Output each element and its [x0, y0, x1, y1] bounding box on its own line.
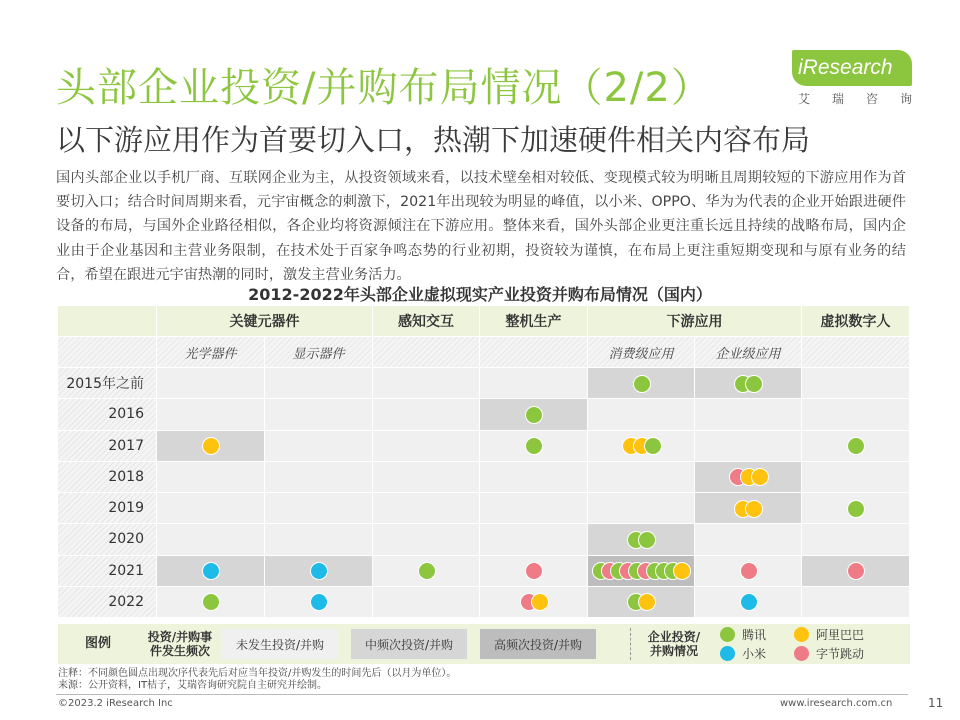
table-cell: [802, 399, 910, 430]
page-title: 头部企业投资/并购布局情况（2/2）: [56, 65, 712, 111]
legend-company-alibaba: 阿里巴巴: [816, 628, 865, 642]
year-label: 2019: [58, 493, 157, 524]
table-cell: [373, 462, 480, 493]
table-cell: [373, 399, 480, 430]
table-cell: [588, 399, 695, 430]
table-title: 2012-2022年头部企业虚拟现实产业投资并购布局情况（国内）: [248, 285, 712, 304]
alibaba-dot-icon: [751, 468, 769, 486]
corner-cell: [58, 306, 157, 337]
alibaba-dot-icon: [202, 437, 220, 455]
legend-company-label: 企业投资/并购情况: [647, 630, 701, 658]
category-sensing-interaction: 感知交互: [373, 306, 480, 337]
subcategory-display: 显示器件: [265, 337, 373, 368]
bytedance-dot-icon: [740, 562, 758, 580]
table-cell: [373, 587, 480, 618]
bytedance-dot-icon: [847, 562, 865, 580]
copyright: ©2023.2 iResearch Inc: [58, 698, 173, 709]
notes: [58, 668, 456, 692]
logo-char: 咨: [865, 92, 878, 106]
category-virtual-human: 虚拟数字人: [802, 306, 910, 337]
table-cell: [802, 587, 910, 618]
subcategory-enterprise: 企业级应用: [695, 337, 802, 368]
table-cell: [157, 368, 265, 399]
xiaomi-dot-icon: [740, 593, 758, 611]
table-cell: [373, 368, 480, 399]
year-label: 2016: [58, 399, 157, 430]
subcategory-consumer: 消费级应用: [588, 337, 695, 368]
table-cell: [373, 493, 480, 524]
footer-rule: [56, 694, 908, 695]
iresearch-logo: [792, 50, 917, 110]
year-label: 2022: [58, 587, 157, 618]
table-cell: [373, 524, 480, 555]
investment-table: [58, 306, 910, 618]
tencent-dot-icon: [633, 375, 651, 393]
xiaomi-dot-icon: [720, 646, 735, 661]
table-cell: [588, 493, 695, 524]
tencent-dot-icon: [644, 437, 662, 455]
table-cell: [265, 368, 373, 399]
xiaomi-dot-icon: [202, 562, 220, 580]
table-cell: [157, 524, 265, 555]
year-label: 2021: [58, 556, 157, 587]
table-cell: [480, 493, 588, 524]
subcategory-empty: [373, 337, 480, 368]
tencent-dot-icon: [638, 531, 656, 549]
legend-frequency-label: 投资/并购事件发生频次: [147, 630, 213, 658]
table-cell: [695, 431, 802, 462]
alibaba-dot-icon: [531, 593, 549, 611]
table-cell: [802, 524, 910, 555]
table-cell: [480, 462, 588, 493]
subcategory-optics: 光学器件: [157, 337, 265, 368]
table-cell: [802, 462, 910, 493]
table-cell: [695, 399, 802, 430]
intro-paragraph: 国内头部企业以手机厂商、互联网企业为主，从投资领域来看，以技术壁垒相对较低、变现模式较为明晰且周期较短的下游应用作为首要切入口；结合时间周期来看，元宇宙概念的刺激下，2021年出现较为明显的峰值，以小米、OPPO、华为为代表的企业开始跟进硬件设备的布局，与国外企业路径相似，各企业均将资源倾注在下游应用。整体来看，国外头部企业更注重长远且持续的战略布局，国内企业由于企业基因和主营业务限制，在技术处于百家争鸣态势的行业初期，投资较为谨慎，在布局上更注重短期变现和与原有业务的结合，希望在跟进元宇宙热潮的同时，激发主营业务活力。: [56, 170, 906, 283]
tencent-dot-icon: [418, 562, 436, 580]
legend-divider: [630, 628, 631, 660]
legend-level-none: 未发生投资/并购: [222, 629, 338, 659]
logo-subtitle: [798, 90, 912, 107]
tencent-dot-icon: [525, 406, 543, 424]
alibaba-dot-icon: [673, 562, 691, 580]
sub-corner-cell: [58, 337, 157, 368]
category-downstream-apps: 下游应用: [588, 306, 802, 337]
table-cell: [157, 493, 265, 524]
year-label: 2018: [58, 462, 157, 493]
year-label: 2015年之前: [58, 368, 157, 399]
table-cell: [157, 399, 265, 430]
subcategory-empty: [480, 337, 588, 368]
logo-badge: iResearch: [792, 50, 912, 86]
table-cell: [265, 462, 373, 493]
table-cell: [265, 493, 373, 524]
page-number: 11: [928, 696, 944, 710]
tencent-dot-icon: [745, 375, 763, 393]
legend-label: 图例: [84, 636, 111, 651]
alibaba-dot-icon: [794, 627, 809, 642]
table-cell: [480, 368, 588, 399]
bytedance-dot-icon: [794, 646, 809, 661]
source-text: 来源：公开资料，IT桔子，艾瑞咨询研究院自主研究并绘制。: [58, 680, 328, 691]
table-cell: [157, 462, 265, 493]
table-cell: [373, 431, 480, 462]
tencent-dot-icon: [720, 627, 735, 642]
table-cell: [480, 524, 588, 555]
table-cell: [265, 431, 373, 462]
legend: [58, 624, 910, 664]
subcategory-empty: [802, 337, 910, 368]
xiaomi-dot-icon: [310, 562, 328, 580]
legend-level-mid: 中频次投资/并购: [351, 629, 467, 659]
tencent-dot-icon: [847, 437, 865, 455]
tencent-dot-icon: [847, 500, 865, 518]
legend-company-xiaomi: 小米: [742, 647, 767, 661]
bytedance-dot-icon: [525, 562, 543, 580]
year-label: 2017: [58, 431, 157, 462]
year-label: 2020: [58, 524, 157, 555]
table-cell: [588, 462, 695, 493]
tencent-dot-icon: [525, 437, 543, 455]
table-cell: [265, 399, 373, 430]
logo-char: 艾: [798, 92, 811, 106]
page-subtitle: 以下游应用作为首要切入口，热潮下加速硬件相关内容布局: [56, 123, 811, 157]
table-cell: [265, 524, 373, 555]
category-key-components: 关键元器件: [157, 306, 373, 337]
legend-level-high: 高频次投资/并购: [480, 629, 596, 659]
logo-char: 瑞: [831, 92, 844, 106]
table-cell: [802, 368, 910, 399]
logo-char: 询: [899, 92, 912, 106]
table-cell: [695, 524, 802, 555]
category-device-production: 整机生产: [480, 306, 588, 337]
note-text: 注释：不同颜色圆点出现次序代表先后对应当年投资/并购发生的时间先后（以月为单位）。: [58, 668, 457, 679]
alibaba-dot-icon: [745, 500, 763, 518]
legend-company-tencent: 腾讯: [742, 628, 767, 642]
website-link[interactable]: www.iresearch.com.cn: [780, 698, 893, 709]
legend-company-bytedance: 字节跳动: [816, 647, 865, 661]
